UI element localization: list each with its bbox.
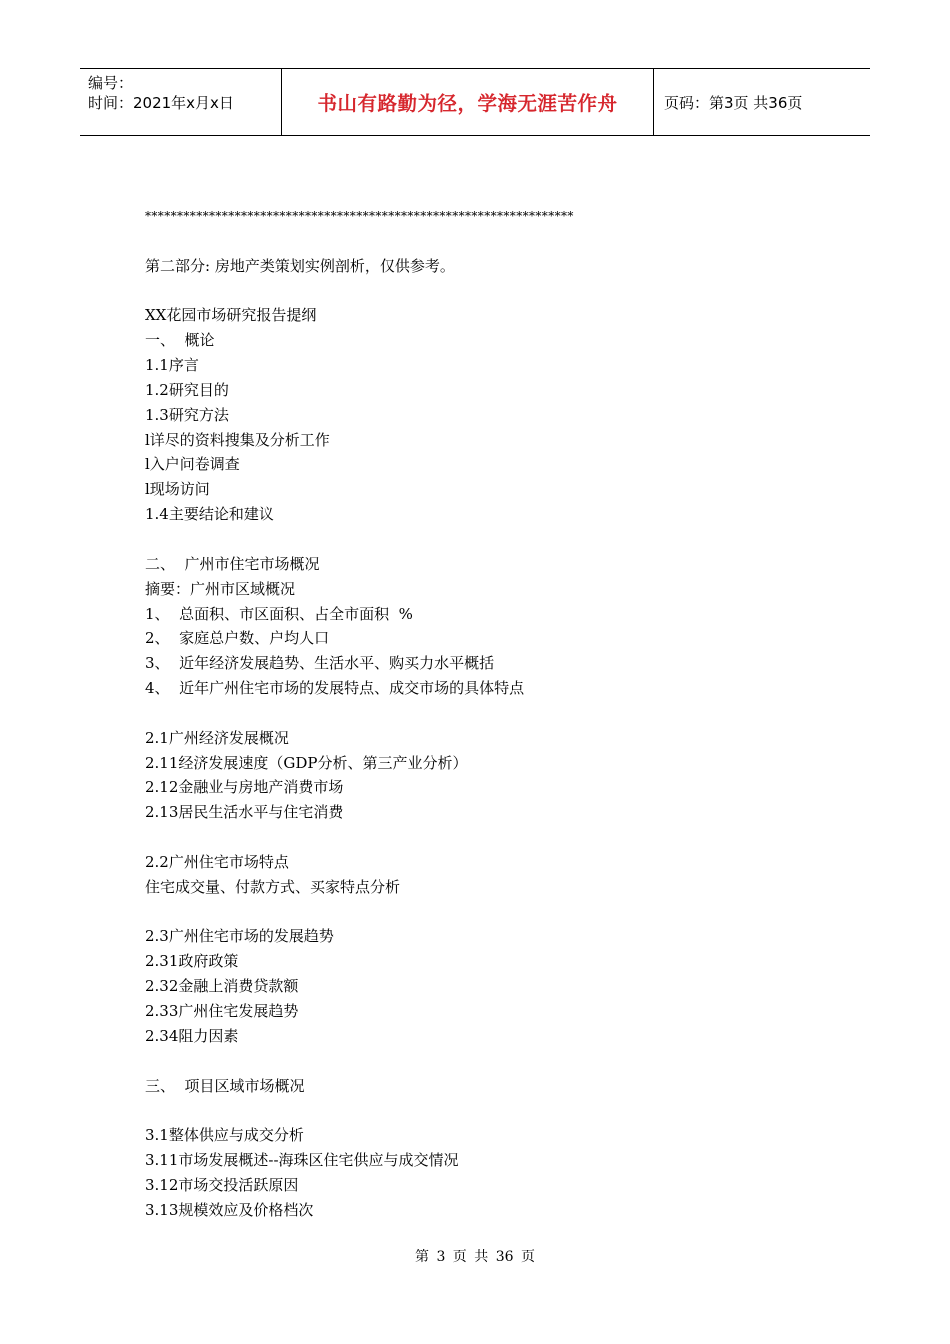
header-page-label: 页码：第3页 共36页 (664, 93, 803, 112)
separator-line: ******************************************************************* (145, 209, 574, 223)
text-line: 住宅成交量、付款方式、买家特点分析 (145, 877, 401, 896)
text-line: XX花园市场研究报告提纲 (145, 306, 317, 325)
text-line: 三、 项目区域市场概况 (145, 1076, 305, 1095)
text-line: 1.3研究方法 (145, 405, 229, 424)
text-line: 3.13规模效应及价格档次 (145, 1200, 314, 1219)
text-line (145, 527, 845, 552)
text-line: 2.1广州经济发展概况 (145, 728, 289, 747)
text-line: l入户问卷调查 (145, 455, 240, 474)
text-line (145, 279, 845, 304)
header-meta (80, 69, 282, 135)
text-line: 1.4主要结论和建议 (145, 505, 274, 524)
text-line: 摘要：广州市区域概况 (145, 579, 296, 598)
text-line: 二、 广州市住宅市场概况 (145, 554, 320, 573)
text-line (145, 229, 845, 254)
text-line: 3.12市场交投活跃原因 (145, 1175, 299, 1194)
header-slogan: 书山有路勤为径，学海无涯苦作舟 (282, 69, 654, 135)
text-line: 一、 概论 (145, 331, 215, 350)
text-line: 1.2研究目的 (145, 380, 229, 399)
text-line: 3.11市场发展概述--海珠区住宅供应与成交情况 (145, 1151, 459, 1170)
time-label: 时间：2021年x月x日 (88, 94, 234, 112)
text-line: 2.33广州住宅发展趋势 (145, 1002, 299, 1020)
text-line: l现场访问 (145, 480, 210, 499)
text-line: 3.1整体供应与成交分析 (145, 1126, 304, 1145)
text-line: 2.32金融上消费贷款额 (145, 977, 299, 996)
text-line (145, 1098, 845, 1123)
text-line: 4、 近年广州住宅市场的发展特点、成交市场的具体特点 (145, 679, 525, 698)
text-line: 第二部分: 房地产类策划实例剖析，仅供参考。 (145, 256, 455, 275)
text-line: 2.3广州住宅市场的发展趋势 (145, 927, 334, 946)
text-line (145, 825, 845, 850)
text-line: 3、 近年经济发展趋势、生活水平、购买力水平概括 (145, 654, 495, 673)
text-line: l详尽的资料搜集及分析工作 (145, 430, 330, 449)
number-label: 编号： (88, 74, 134, 92)
text-line: 1、 总面积、市区面积、占全市面积 % (145, 604, 413, 623)
text-line: 2.2广州住宅市场特点 (145, 852, 289, 871)
text-line: 2.11经济发展速度（GDP分析、第三产业分析） (145, 753, 468, 772)
text-line: 1.1序言 (145, 356, 199, 375)
page-footer: 第 3 页 共 36 页 (415, 1249, 535, 1265)
text-line: 2.31政府政策 (145, 952, 239, 971)
text-line (145, 1049, 845, 1074)
page-header (80, 68, 870, 136)
document-body (145, 204, 845, 1223)
text-line: 2.13居民生活水平与住宅消费 (145, 803, 344, 822)
text-line (145, 900, 845, 925)
text-line: 2.12金融业与房地产消费市场 (145, 778, 344, 797)
text-line: 2、 家庭总户数、户均人口 (145, 629, 330, 648)
text-line: 2.34阻力因素 (145, 1026, 239, 1045)
text-line (145, 701, 845, 726)
